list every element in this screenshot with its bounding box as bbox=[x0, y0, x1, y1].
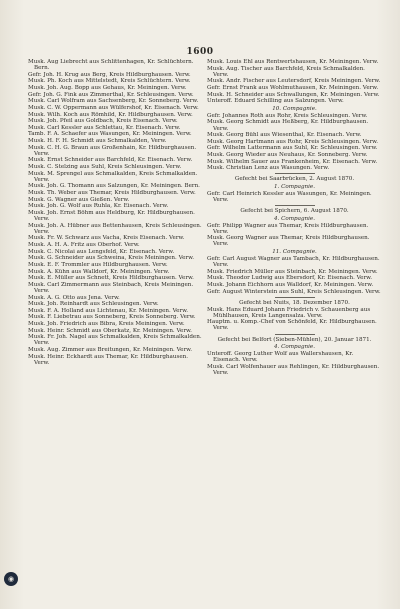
list-item: Musk. C. H. G. Braun aus Großenhain, Kr. Hildburghausen. Verw. bbox=[28, 144, 197, 157]
list-item: Musk. A. Kühn aus Walldorf, Kr. Meiningen. Verw. bbox=[28, 268, 170, 275]
list-item: Musk. G. Wagner aus Gießen. Verw. bbox=[28, 196, 130, 203]
list-item: Musk. Aug. Tischer aus Barchfeld, Kreis Schmalkalden. Verw. bbox=[207, 65, 365, 78]
page-number: 1600 bbox=[186, 47, 214, 57]
list-item: Musk. H. F. H. Schmidt aus Schmalkalden, Verw. bbox=[28, 138, 167, 145]
list-item: Musk. M. Sprengel aus Schmalkalden, Kreis Schmalkalden. Verw. bbox=[28, 170, 198, 183]
list-item: Musk. Heinr. Eckhardt aus Themar, Kr. Hildburghausen. Verw. bbox=[28, 353, 189, 366]
list-item: Musk. Joh. G. Wolf aus Ruhla, Kr. Eisenach. Verw. bbox=[28, 203, 169, 210]
list-item: Gefr. Joh. G. Fink aus Zimmerthal, Kr. Schleusingen. Verw. bbox=[28, 91, 194, 98]
list-item: Gefr. Joh. H. Krug aus Berg, Kreis Hildburghausen. Verw. bbox=[28, 71, 191, 78]
list-item: Musk. Ernst Schneider aus Barchfeld, Kr. Eisenach. Verw. bbox=[28, 157, 193, 164]
list-item: Musk. E. Müller aus Schnett, Kreis Hildburghausen. Verw. bbox=[28, 275, 194, 282]
list-item: Gefr. August Winterstein aus Suhl, Kreis Schleusingen. Verw. bbox=[207, 288, 381, 295]
list-item: Musk. Joh. G. Thomann aus Salzungen, Kr. Meiningen. Bern. bbox=[28, 183, 200, 190]
list-item: Tamb. F. A. Schaefer aus Wasungen, Kr. Meiningen. Verw. bbox=[28, 131, 192, 138]
list-item: Musk. Georg Hartmann aus Rohr, Kreis Schleusingen. Verw. bbox=[207, 138, 379, 145]
library-seal bbox=[4, 571, 86, 587]
list-item: Hauptm. u. Komp.-Chef von Schönfeld, Kr. Hildburghausen. Verw. bbox=[207, 319, 377, 332]
list-item: Gefr. Carl August Wagner aus Tambach, Kr. Hildburghausen. Verw. bbox=[207, 256, 380, 269]
list-item: Musk. A. G. Otto aus Jena. Verw. bbox=[28, 294, 120, 301]
list-item: Musk. Georg Schmidt aus Heßberg, Kr. Hildburghausen. Verw. bbox=[207, 119, 369, 132]
section-heading: 4. Compagnie. bbox=[273, 215, 316, 222]
list-item: Musk. Joh. Pfeil aus Goldbach, Kreis Eisenach. Verw. bbox=[28, 118, 178, 125]
list-item: Musk. G. Schneider aus Schweina, Kreis Meiningen. Verw. bbox=[28, 255, 195, 262]
list-item: Musk. Andr. Fischer aus Leutersdorf, Kreis Meiningen. Verw. bbox=[207, 78, 381, 85]
right-column bbox=[207, 59, 382, 376]
list-item: Musk. Friedrich Müller aus Steinbach, Kr. Meiningen. Verw. bbox=[207, 268, 378, 275]
list-item: Musk. Fr. W. Schwarz aus Vacha, Kreis Eisenach. Verw. bbox=[28, 235, 185, 242]
list-item: Musk. Louis Ehl aus Rentwertshausen, Kr. Meiningen. Verw. bbox=[207, 59, 379, 65]
list-item: Musk. Carl Kessler aus Schlettau, Kr. Eisenach. Verw. bbox=[28, 124, 181, 131]
list-item: Gefr. Johannes Roth aus Rohr, Kreis Schleusingen. Verw. bbox=[207, 112, 368, 119]
list-item: Musk. F. Liebetrau aus Sonneberg, Kreis Sonneberg. Verw. bbox=[28, 314, 196, 321]
list-item: Musk. Carl Zimmermann aus Steinbach, Kreis Meiningen. Verw. bbox=[28, 281, 194, 294]
battle-heading: Gefecht bei Belfort (Sieben-Mühlen), 20. Januar 1871. bbox=[217, 336, 372, 343]
list-item: Gefr. Carl Heinrich Kessler aus Wasungen, Kr. Meiningen. Verw. bbox=[207, 191, 372, 204]
list-item: Musk. C. W. Oppermann aus Wülfershof, Kr. Eisenach. Verw. bbox=[28, 104, 199, 111]
list-item: Musk. Heinr. Schmidt aus Oberkatz, Kr. Meiningen. Verw. bbox=[28, 327, 192, 334]
list-item: Musk. Carl Wolfram aus Sachsenberg, Kr. Sonneberg. Verw. bbox=[28, 98, 199, 105]
list-item: Musk. Joh. A. Hübner aus Bettenhausen, Kreis Schleusingen. Verw. bbox=[28, 222, 202, 235]
list-item: Musk. Ph. Koch aus Mittelstedt, Kreis Schlüchtern. Verw. bbox=[28, 78, 191, 85]
list-item: Musk. Theodor Ludwig aus Ebersdorf, Kr. Eisenach. Verw. bbox=[207, 275, 373, 282]
list-item: Musk. F. A. Holland aus Lichtenau, Kr. Meiningen. Verw. bbox=[28, 307, 188, 314]
section-heading: 10. Compagnie. bbox=[272, 105, 317, 112]
divider bbox=[275, 334, 315, 335]
list-item: Musk. Christian Lenz aus Wasungen. Verw. bbox=[207, 165, 330, 172]
section-heading: 11. Compagnie. bbox=[272, 248, 317, 255]
list-item: Musk. Johann Eichhorn aus Walldorf, Kr. Meiningen. Verw. bbox=[207, 282, 374, 288]
list-item: Musk. Georg Bühl aus Wiesenthal, Kr. Eisenach. Verw. bbox=[207, 132, 362, 139]
divider bbox=[275, 205, 315, 206]
list-item: Gefr. Wilhelm Lattermann aus Suhl, Kr. Schleusingen. Verw. bbox=[207, 145, 378, 152]
divider bbox=[275, 173, 315, 174]
list-item: Gefr. Ernst Frank aus Wohlmuthausen, Kr. Meiningen. Verw. bbox=[207, 84, 379, 91]
list-item: Musk. Georg Wieder aus Neuhaus, Kr. Sonneberg. Verw. bbox=[207, 152, 368, 159]
list-item: Musk. Fr. Joh. Nagel aus Schmalkalden, Kreis Schmalkalden. Verw. bbox=[28, 334, 202, 347]
list-item: Musk. Aug. Zimmer aus Breitungen, Kr. Meiningen. Verw. bbox=[28, 347, 193, 354]
divider bbox=[275, 297, 315, 298]
list-item: Musk. Joh. Reinhardt aus Schleusingen. Verw. bbox=[28, 301, 159, 308]
list-item: Musk. Wilh. Koch aus Römhild, Kr. Hildburghausen. Verw. bbox=[28, 111, 193, 118]
library-logo-icon: ◉ bbox=[4, 572, 18, 586]
list-item: Musk. Joh. Ernst Böhm aus Heldburg, Kr. Hildburghausen. Verw. bbox=[28, 209, 195, 222]
list-item: Musk. A. H. A. Fritz aus Oberhof. Verw. bbox=[28, 241, 140, 248]
list-item: Musk. E. F. Trommler aus Hildburghausen. Verw. bbox=[28, 261, 168, 268]
list-item: Musk. Georg Wagner aus Themar, Kreis Hildburghausen. Verw. bbox=[207, 235, 370, 248]
list-item: Unteroff. Georg Luther Wolf aus Wallershausen, Kr. Eisenach. Verw. bbox=[207, 351, 354, 364]
list-item: Musk. Th. Weber aus Themar, Kreis Hildburghausen. Verw. bbox=[28, 190, 196, 197]
list-item: Musk. Hans Eduard Johann Friedrich v. Schauenberg aus Mühlhausen, Kreis Langensalza. Verw. bbox=[207, 306, 371, 319]
section-heading: 1. Compagnie. bbox=[273, 183, 316, 190]
list-item: Musk. Carl Wolfenhauer aus Rehlingen, Kr. Hildburghausen. Verw. bbox=[207, 363, 380, 376]
list-item: Musk. Wilhelm Sauer aus Frankenheim, Kr. Eisenach. Verw. bbox=[207, 158, 378, 165]
list-item: Musk. Aug Liebrecht aus Schlittenhagen, Kr. Schlüchtern. Bern. bbox=[28, 59, 194, 72]
list-item: Unteroff. Eduard Schilling aus Salzungen. Verw. bbox=[207, 98, 344, 105]
list-item: Musk. Joh. Aug. Bopp aus Gehaus, Kr. Meiningen. Verw. bbox=[28, 84, 187, 91]
list-item: Musk. Joh. Friedrich aus Bibra, Kreis Meiningen. Verw. bbox=[28, 321, 185, 328]
battle-heading: Gefecht bei Saarbrücken, 2. August 1870. bbox=[234, 176, 355, 183]
list-item: Gefr. Philipp Wagner aus Themar, Kreis Hildburghausen. Verw. bbox=[207, 222, 369, 235]
list-item: Musk. C. Nicolai aus Lengsfeld, Kr. Eisenach. Verw. bbox=[28, 248, 175, 255]
left-column bbox=[28, 59, 203, 366]
battle-heading: Gefecht bei Spichern, 6. August 1870. bbox=[240, 208, 349, 215]
list-item: Musk. C. Stelzing aus Suhl, Kreis Schleusingen. Verw. bbox=[28, 164, 182, 171]
list-item: Musk. H. Schneider aus Schwallungen, Kr. Meiningen. Verw. bbox=[207, 91, 380, 98]
battle-heading: Gefecht bei Nuits, 18. Dezember 1870. bbox=[239, 299, 350, 306]
section-heading: 4. Compagnie. bbox=[273, 344, 316, 351]
